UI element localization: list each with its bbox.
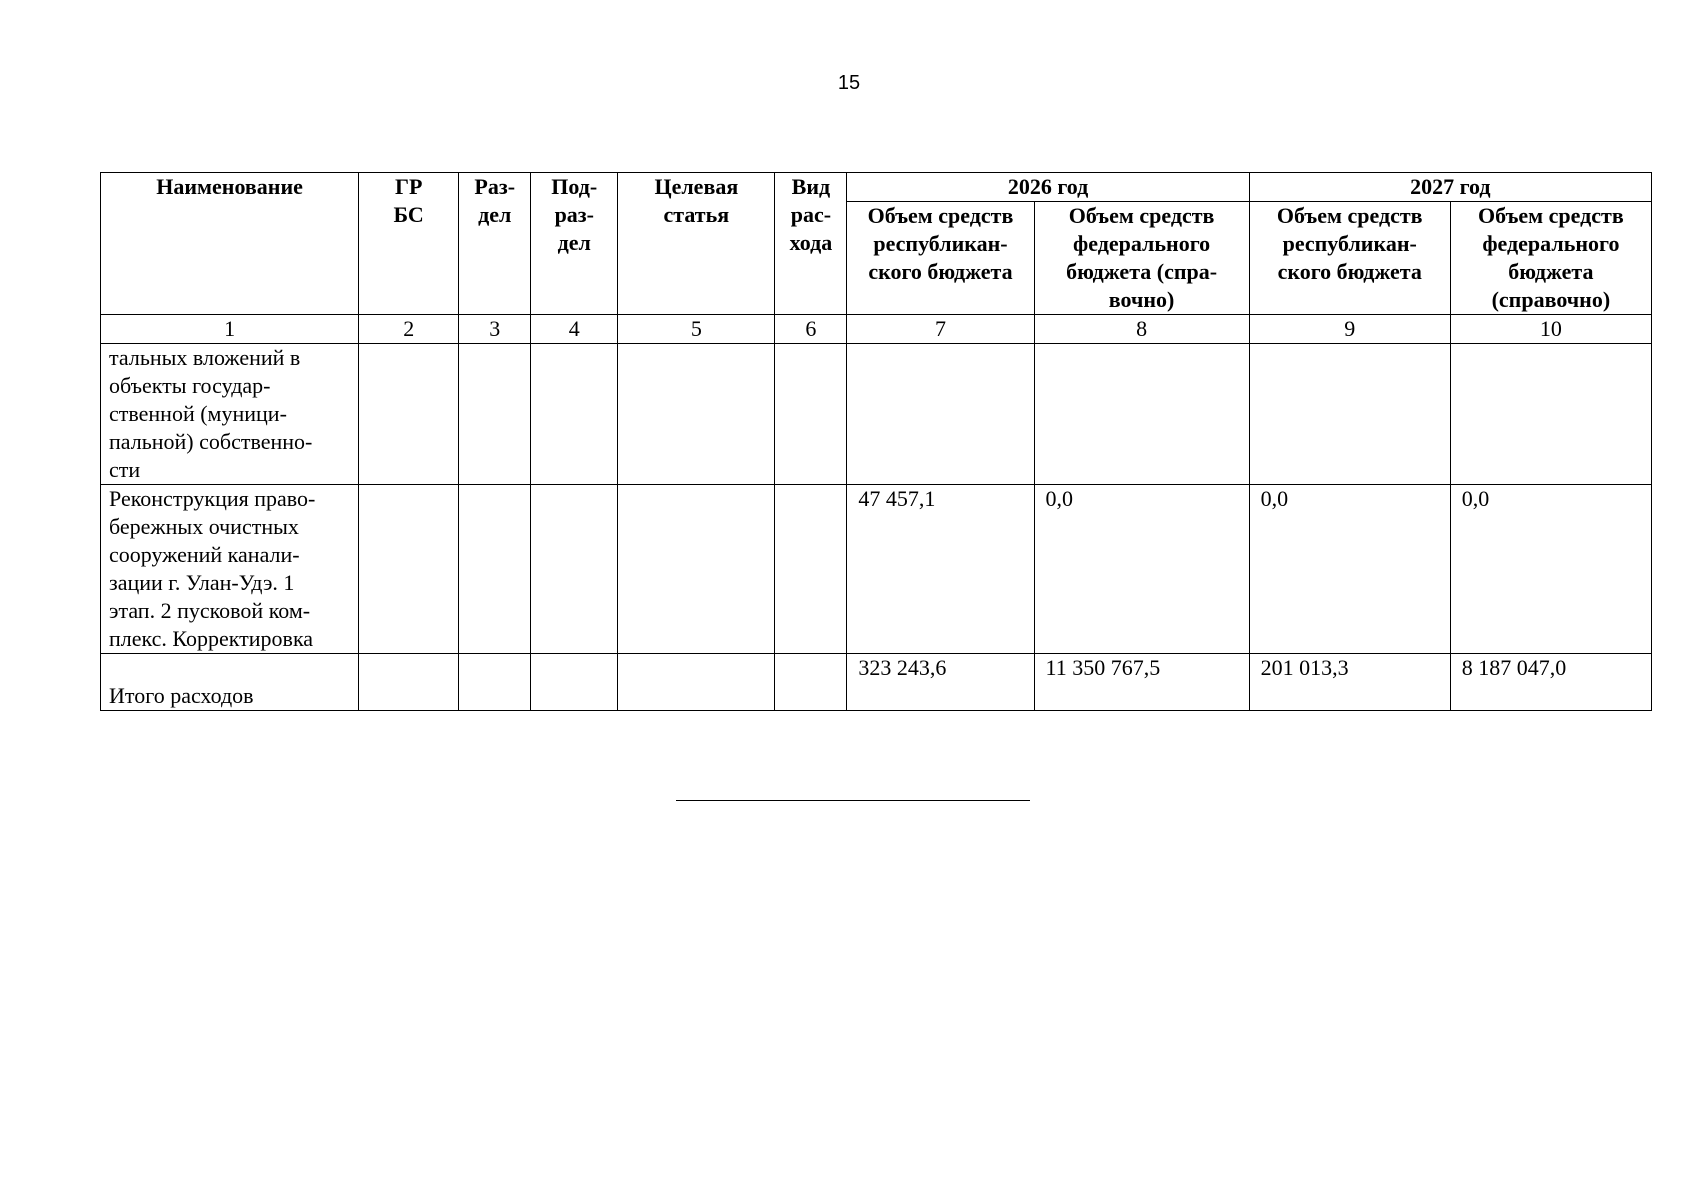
- header-rep-budget-2026: Объем средств республикан- ского бюджета: [847, 202, 1034, 315]
- header-fed-budget-2027: Объем средств федерального бюджета (справочно): [1450, 202, 1651, 315]
- value-fed-2027: 8 187 047,0: [1450, 654, 1651, 711]
- column-number: 2: [359, 315, 459, 344]
- value-rep-2027: [1249, 344, 1450, 485]
- header-rep-budget-2027: Объем средств республикан- ского бюджета: [1249, 202, 1450, 315]
- value-rep-2026: 47 457,1: [847, 485, 1034, 654]
- row-name: тальных вложений в объекты государ- ственной (муници- пальной) собственно- сти: [101, 344, 359, 485]
- column-number: 10: [1450, 315, 1651, 344]
- column-number: 7: [847, 315, 1034, 344]
- budget-table: [100, 172, 1652, 711]
- column-number: 5: [618, 315, 775, 344]
- value-rep-2026: [847, 344, 1034, 485]
- value-fed-2026: 0,0: [1034, 485, 1249, 654]
- column-number: 1: [101, 315, 359, 344]
- column-number: 6: [775, 315, 847, 344]
- column-number: 3: [459, 315, 531, 344]
- value-rep-2026: 323 243,6: [847, 654, 1034, 711]
- value-fed-2027: [1450, 344, 1651, 485]
- total-row: [101, 654, 1652, 711]
- page-number: 15: [837, 72, 861, 94]
- column-number: 9: [1249, 315, 1450, 344]
- column-number: 8: [1034, 315, 1249, 344]
- header-year-2027: 2027 год: [1249, 173, 1651, 202]
- table-row: [101, 485, 1652, 654]
- value-fed-2026: [1034, 344, 1249, 485]
- value-fed-2027: 0,0: [1450, 485, 1651, 654]
- header-fed-budget-2026: Объем средств федерального бюджета (спра- вочно): [1034, 202, 1249, 315]
- header-podrazdel: Под- раз- дел: [531, 173, 618, 315]
- column-number: 4: [531, 315, 618, 344]
- table-row: [101, 344, 1652, 485]
- value-rep-2027: 201 013,3: [1249, 654, 1450, 711]
- header-target-article: Целевая статья: [618, 173, 775, 315]
- header-grbs: ГР БС: [359, 173, 459, 315]
- header-razdel: Раз- дел: [459, 173, 531, 315]
- header-expense-type: Вид рас- хода: [775, 173, 847, 315]
- header-year-2026: 2026 год: [847, 173, 1249, 202]
- value-fed-2026: 11 350 767,5: [1034, 654, 1249, 711]
- row-name: Реконструкция право- бережных очистных сооружений канали- зации г. Улан-Удэ. 1 этап. 2 пусковой ком- плекс. Корректировка: [101, 485, 359, 654]
- header-row-top: [101, 173, 1652, 202]
- row-name: Итого расходов: [101, 654, 359, 711]
- header-name: Наименование: [101, 173, 359, 315]
- closing-divider: [676, 800, 1030, 801]
- column-number-row: [101, 315, 1652, 344]
- value-rep-2027: 0,0: [1249, 485, 1450, 654]
